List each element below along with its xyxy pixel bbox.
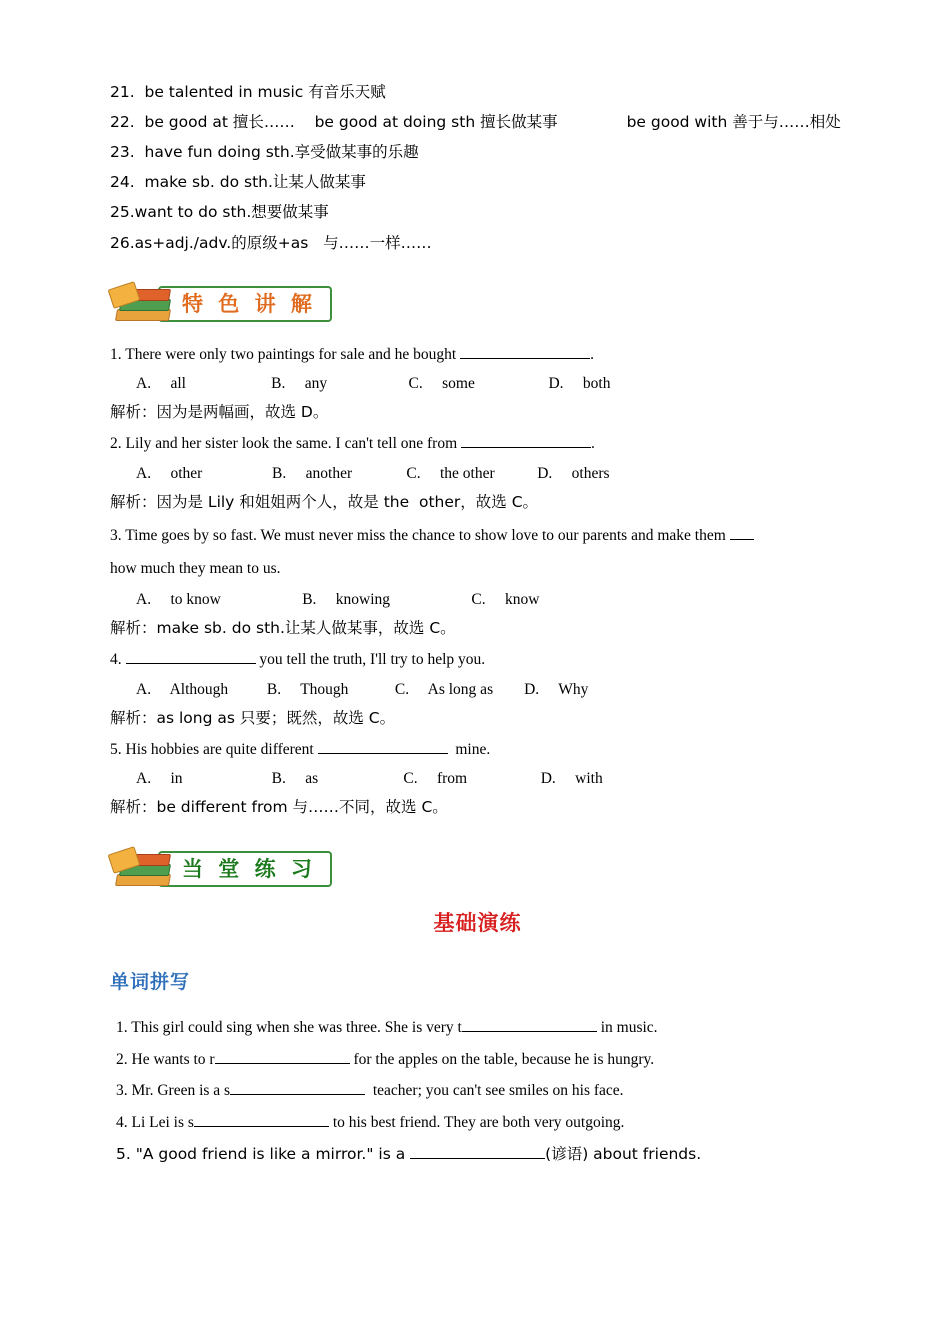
books-icon <box>110 283 172 325</box>
question-options[interactable]: A. all B. any C. some D. both <box>136 375 611 392</box>
answer-blank[interactable] <box>410 1142 545 1159</box>
spelling-item-tail: (谚语) about friends. <box>545 1144 702 1163</box>
question-stem <box>110 647 845 673</box>
section-banner-practice-label: 当 堂 练 习 <box>158 851 332 887</box>
phrase-item: 24. make sb. do sth.让某人做某事 <box>110 173 366 192</box>
basic-drill-title: 基础演练 <box>433 910 522 935</box>
spelling-item-tail: for the apples on the table, because he is hungry. <box>349 1050 655 1068</box>
phrase-item: 23. have fun doing sth.享受做某事的乐趣 <box>110 143 419 162</box>
phrase-item: 26.as+adj./adv.的原级+as 与……一样…… <box>110 233 432 252</box>
spelling-item-tail: in music. <box>596 1018 658 1036</box>
spelling-item-text: 2. He wants to r <box>116 1050 215 1068</box>
spelling-item <box>110 1139 845 1171</box>
question-options[interactable]: A. in B. as C. from D. with <box>136 770 603 788</box>
spelling-item-text: 3. Mr. Green is a s <box>116 1082 231 1100</box>
phrase-item: 25.want to do sth.想要做某事 <box>110 203 329 222</box>
question-stem-text: 5. His hobbies are quite different <box>110 741 318 758</box>
spelling-title: 单词拼写 <box>110 970 191 993</box>
question-stem-text: 2. Lily and her sister look the same. I can't tell one from <box>110 435 462 453</box>
question-stem-line2: how much they mean to us. <box>110 559 281 577</box>
explain-question-3 <box>110 521 845 641</box>
spelling-item-text: 5. "A good friend is like a mirror." is a <box>116 1144 411 1163</box>
spelling-item <box>110 1075 845 1107</box>
question-stem-text: 3. Time goes by so fast. We must never miss the chance to show love to our parents and make them <box>110 527 730 545</box>
question-stem-text: 4. <box>110 651 126 669</box>
question-options[interactable]: A. Although B. Though C. As long as D. Why <box>136 680 589 698</box>
spelling-item-tail: to his best friend. They are both very outgoing. <box>328 1114 625 1132</box>
question-analysis: 解析：be different from 与……不同，故选 C。 <box>110 798 448 817</box>
answer-blank[interactable] <box>462 1015 597 1032</box>
question-stem <box>110 521 845 551</box>
explain-question-2 <box>110 431 845 515</box>
question-stem <box>110 342 845 368</box>
explain-question-4 <box>110 647 845 731</box>
spelling-item-text: 4. Li Lei is s <box>116 1114 194 1132</box>
question-stem <box>110 431 845 457</box>
answer-blank[interactable] <box>461 432 591 449</box>
question-options[interactable]: A. other B. another C. the other D. others <box>136 464 610 482</box>
spelling-item-tail: teacher; you can't see smiles on his face. <box>365 1082 624 1100</box>
question-stem-text: 1. There were only two paintings for sale and he bought <box>110 345 461 363</box>
section-banner-explain-label: 特 色 讲 解 <box>158 286 332 322</box>
answer-blank[interactable] <box>730 524 754 541</box>
question-options[interactable]: A. to know B. knowing C. know <box>136 590 540 608</box>
answer-blank[interactable] <box>318 738 448 755</box>
section-banner-explain <box>110 282 845 326</box>
question-analysis: 解析：make sb. do sth.让某人做某事，故选 C。 <box>110 618 456 637</box>
question-analysis: 解析：as long as 只要；既然，故选 C。 <box>110 708 396 727</box>
explain-question-1 <box>110 342 845 426</box>
answer-blank[interactable] <box>460 342 590 359</box>
phrase-list <box>110 80 845 256</box>
question-stem-tail: you tell the truth, I'll try to help you. <box>255 651 486 669</box>
answer-blank[interactable] <box>230 1079 365 1096</box>
spelling-item <box>110 1044 845 1076</box>
question-stem-tail: . <box>590 345 594 363</box>
spelling-item-text: 1. This girl could sing when she was three. She is very t <box>116 1018 462 1036</box>
question-stem-tail: mine. <box>447 741 491 758</box>
section-banner-practice <box>110 847 845 891</box>
question-stem-tail: . <box>591 435 595 453</box>
phrase-item: 22. be good at 擅长…… be good at doing sth 擅长做某事 be good with 善于与……相处 <box>110 113 841 132</box>
spelling-item <box>110 1012 845 1044</box>
question-stem <box>110 737 845 763</box>
question-analysis: 解析：因为是 Lily 和姐姐两个人，故是 the other，故选 C。 <box>110 492 539 511</box>
explain-question-5 <box>110 737 845 821</box>
question-analysis: 解析：因为是两幅画，故选 D。 <box>110 403 329 422</box>
phrase-item: 21. be talented in music 有音乐天赋 <box>110 83 386 101</box>
answer-blank[interactable] <box>126 648 256 665</box>
answer-blank[interactable] <box>194 1111 329 1128</box>
spelling-item <box>110 1107 845 1139</box>
books-icon <box>110 848 172 890</box>
answer-blank[interactable] <box>215 1047 350 1064</box>
